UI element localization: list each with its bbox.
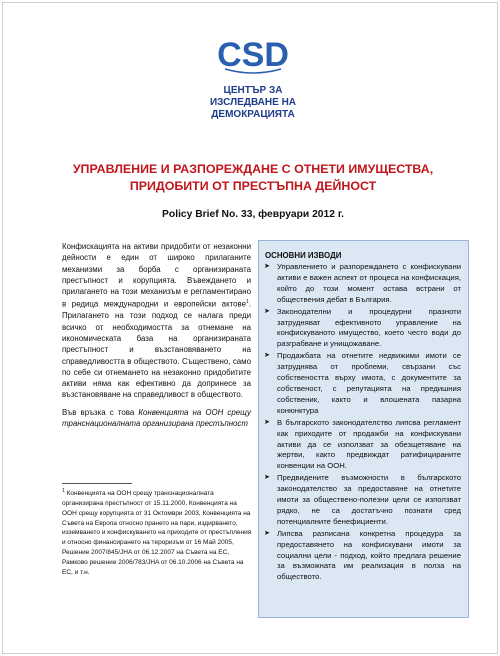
arrow-bullet-icon: ➤ bbox=[264, 307, 270, 315]
arrow-bullet-icon: ➤ bbox=[264, 352, 270, 360]
title-line: ПРИДОБИТИ ОТ ПРЕСТЪПНА ДЕЙНОСТ bbox=[129, 179, 377, 193]
list-item: ➤ Управлението и разпореждането с конфискувани активи е важен аспект от процеса на конфискация, който до този момент остава встрани от обществения дебат в България. bbox=[264, 262, 461, 304]
document-page bbox=[2, 2, 498, 654]
csd-logo bbox=[217, 33, 289, 74]
arrow-bullet-icon: ➤ bbox=[264, 263, 270, 270]
list-item: ➤ Законодателни и процедурни празноти затрудняват ефективното управление на конфискуваното имущество, което често води до разграбване и унищожаване. bbox=[264, 306, 461, 349]
title-line: УПРАВЛЕНИЕ И РАЗПОРЕЖДАНЕ С ОТНЕТИ ИМУЩЕСТВА, bbox=[72, 162, 434, 176]
arrow-bullet-icon: ➤ bbox=[264, 529, 270, 537]
key-findings-title: ОСНОВНИ ИЗВОДИ bbox=[265, 251, 342, 260]
footnote-number: 1 bbox=[62, 488, 65, 494]
list-item: ➤ Липсва разписана конкретна процедура за предоставянето на конфискувани имоти за социални цели - подход, който предлага решение за възможната им реализация в полза на обществото. bbox=[264, 528, 461, 582]
paragraph: Във връзка с това Конвенцията на ООН срещу транснационалната организирана престъпност bbox=[62, 407, 251, 429]
body-text bbox=[62, 241, 251, 429]
paragraph: Конфискацията на активи придобити от незаконни дейности е един от широко прилаганите механизми за борба с организираната престъпност и корупцията. Въвеждането и прилагането на този механизъм е регламентирано в редица международни и европейски актове$^1$. Прилагането на този подход се налага преди всичко от необходимостта за отнемане на икономическата база на организираната престъпност и възстановяването на справедливостта в обществото. Съществено, само по себе си отнемането на незаконно придобитите активи няма как ефективно да допринесе за възстановяване на справедливост в обществото. bbox=[62, 242, 251, 400]
document-title bbox=[43, 161, 463, 195]
key-findings-box bbox=[258, 240, 469, 618]
policy-brief-subtitle: Policy Brief No. 33, февруари 2012 г. bbox=[162, 209, 344, 220]
list-item: ➤ Продажбата на отнетите недвижими имоти се затруднява от проблеми, свързани със собствеността върху имота, с документите за собственост, с репутацията на предишния собственик, както и влошената пазарна конюнктура bbox=[264, 351, 461, 415]
arrow-bullet-icon: ➤ bbox=[264, 474, 270, 482]
list-item: ➤ В българското законодателство липсва регламент как приходите от продажби на конфискувани активи да се използват за обезщетяване на жертви, както предвиждат ратифицираните конвенции на ООН. bbox=[264, 417, 461, 471]
org-line: ЦЕНТЪР ЗА bbox=[223, 85, 283, 96]
organization-name bbox=[193, 85, 313, 121]
org-line: ИЗСЛЕДВАНЕ НА bbox=[209, 97, 297, 108]
footnote-divider bbox=[62, 483, 132, 484]
logo-text: CSD bbox=[217, 36, 289, 74]
arrow-bullet-icon: ➤ bbox=[264, 418, 270, 426]
key-findings-list bbox=[263, 262, 461, 584]
footnote-text: Конвенцията на ООН срещу транснационалната организирана престъпност от 15.11.2000, Конвенцията на ООН срещу корупцията от 31 Октомври 2003, Конвенцията на Съвета на Европа относно прането на пари, издирването, изземването и конфискуването на приходите от престъпления и относно финансирането на тероризъм от 16 Май 2005, Решение 2007/845/JHA от 06.12.2007 на Съвета на ЕС, Рамково решение 2006/783/JHA от 06.10.2006 на Съвета на ЕС, и т.н. bbox=[62, 490, 252, 576]
footnote bbox=[62, 487, 252, 577]
footnote-ref: 1 bbox=[246, 299, 249, 306]
list-item: ➤ Предвидените възможности в българското законодателство за предоставяне на отнетите имоти за обществено-полезни цели се използват рядко, не са достатъчно познати сред потенциалните бенефициенти. bbox=[264, 473, 461, 526]
org-line: ДЕМОКРАЦИЯТА bbox=[211, 109, 295, 120]
